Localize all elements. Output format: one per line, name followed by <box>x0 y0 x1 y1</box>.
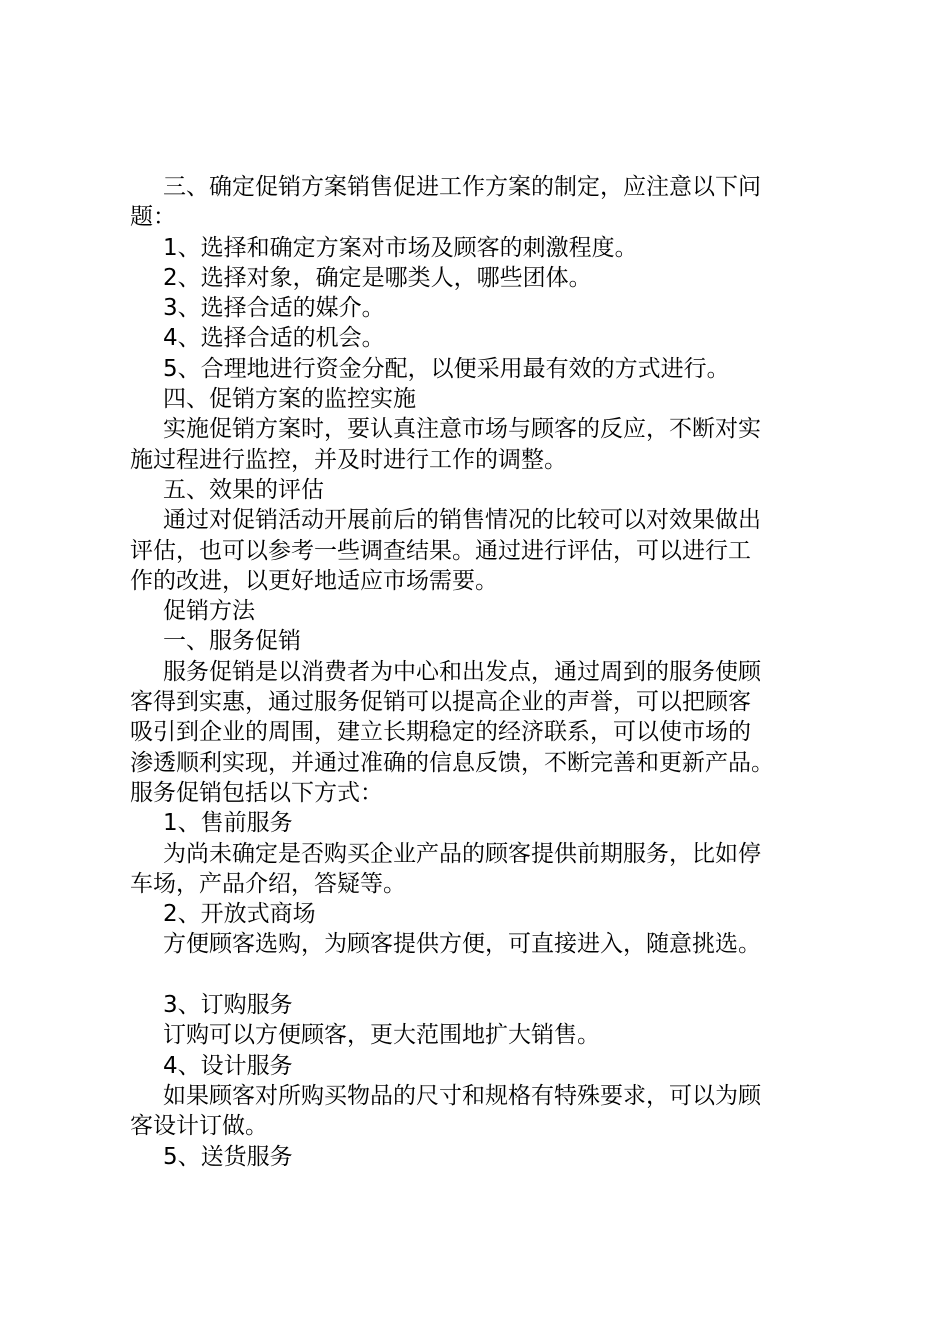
text-line: 3、选择合适的媒介。 <box>163 295 385 322</box>
text-line: 客得到实惠，通过服务促销可以提高企业的声誉，可以把顾客 <box>130 689 751 716</box>
text-line: 2、选择对象，确定是哪类人，哪些团体。 <box>163 264 592 291</box>
text-line: 作的改进，以更好地适应市场需要。 <box>130 567 498 594</box>
text-line: 服务促销包括以下方式： <box>130 779 383 806</box>
text-line: 为尚未确定是否购买企业产品的顾客提供前期服务，比如停 <box>163 840 761 867</box>
text-line: 五、效果的评估 <box>163 476 324 503</box>
text-line: 一、服务促销 <box>163 628 301 655</box>
text-line: 方便顾客选购，为顾客提供方便，可直接进入，随意挑选。 <box>163 931 761 958</box>
text-line: 1、选择和确定方案对市场及顾客的刺激程度。 <box>163 234 638 261</box>
text-line: 三、确定促销方案销售促进工作方案的制定，应注意以下问 <box>163 174 761 200</box>
text-line: 客设计订做。 <box>130 1113 268 1140</box>
document-body <box>130 172 830 1172</box>
text-line: 订购可以方便顾客，更大范围地扩大销售。 <box>163 1022 600 1049</box>
text-line: 5、合理地进行资金分配，以便采用最有效的方式进行。 <box>163 355 730 382</box>
blank-line <box>130 960 830 990</box>
text-line: 如果顾客对所购买物品的尺寸和规格有特殊要求，可以为顾 <box>163 1082 761 1109</box>
text-line: 实施促销方案时，要认真注意市场与顾客的反应，不断对实 <box>163 416 761 443</box>
text-line: 4、选择合适的机会。 <box>163 325 385 352</box>
text-line: 4、设计服务 <box>163 1052 293 1079</box>
text-line: 四、促销方案的监控实施 <box>163 386 416 413</box>
text-line: 3、订购服务 <box>163 992 293 1019</box>
text-line: 吸引到企业的周围，建立长期稳定的经济联系，可以使市场的 <box>130 719 751 746</box>
text-line: 题： <box>130 204 176 231</box>
text-line: 服务促销是以消费者为中心和出发点，通过周到的服务使顾 <box>163 658 761 685</box>
text-line: 通过对促销活动开展前后的销售情况的比较可以对效果做出 <box>163 507 761 534</box>
text-line: 施过程进行监控，并及时进行工作的调整。 <box>130 446 567 473</box>
text-line: 促销方法 <box>163 598 255 625</box>
text-line: 1、售前服务 <box>163 810 293 837</box>
text-line: 渗透顺利实现，并通过准确的信息反馈，不断完善和更新产品。 <box>130 749 774 776</box>
text-line: 5、送货服务 <box>163 1143 293 1170</box>
text-line: 车场，产品介绍，答疑等。 <box>130 870 406 897</box>
text-line: 评估，也可以参考一些调查结果。通过进行评估，可以进行工 <box>130 537 751 564</box>
text-line: 2、开放式商场 <box>163 901 316 928</box>
